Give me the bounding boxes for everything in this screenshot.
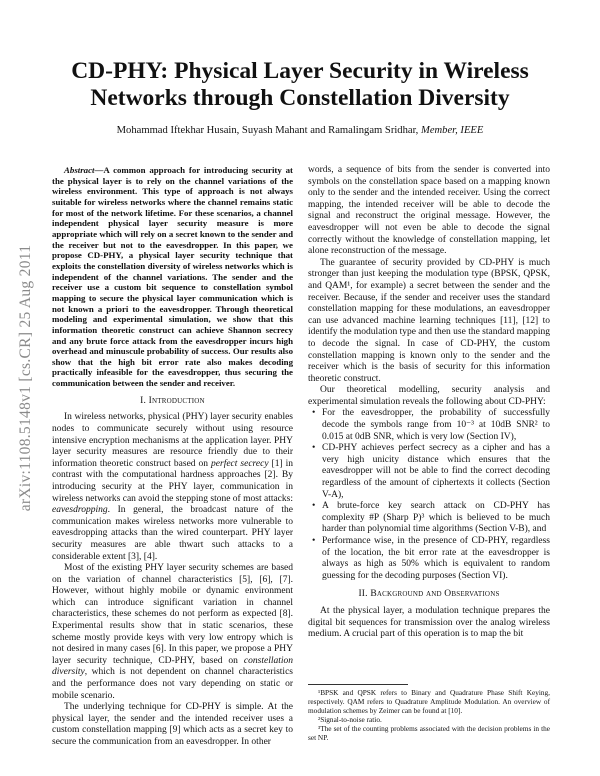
intro-paragraph-1 [52, 412, 293, 563]
section-heading-introduction: I. Introduction [140, 395, 205, 406]
intro-paragraph-2 [52, 563, 293, 702]
footnote-rule [308, 684, 408, 685]
right-paragraph-2: The guarantee of security provided by CD-PHY is much stronger than just keeping the modulation type (BPSK, QPSK, and QAM¹, for example) a secret between the sender and the receiver. Because, if the sender and receiver uses the standard constellation mapping for these modulations, an eavesdropper can use advanced machine learning techniques [11], [12] to identify the modulation type and then use the standard mapping to decode the signal. In case of CD-PHY, the custom constellation mapping is known only to the sender and the receiver which is the basis of security for this information theoretic construct. [308, 257, 550, 384]
right-paragraph-1: words, a sequence of bits from the sender is converted into symbols on the constellation space based on a mapping known only to the sender and the intended receiver. Using the correct mapping, the intended receiver will be able to decode the signal and reconstruct the original message. However, the eavesdropper will not even be able to decode the signal correctly without the knowledge of constellation mapping, let alone reconstruction of the message. [308, 165, 550, 257]
intro-p1-emphasis-1: perfect secrecy [211, 458, 269, 469]
intro-paragraph-3: The underlying technique for CD-PHY is simple. At the physical layer, the sender and the intended receiver uses a custom constellation mapping [9] which acts as a secret key to secure the communication from an eavesdropper. In other [52, 702, 293, 747]
footnote-3: ³The set of the counting problems associated with the decision problems in the set NP. [308, 724, 550, 742]
list-item: • CD-PHY achieves perfect secrecy as a cipher and has a very high unicity distance which ensures that the eavesdropper will not be able to find the correct decoding regardless of the amount of ciphertexts it collects (Section V-A), [322, 443, 550, 501]
intro-p1-emphasis-2: eavesdropping [52, 505, 108, 516]
footnotes [308, 684, 550, 742]
intro-p1-text-b: [1] in contrast with the computational hardness approaches [2]. By introducing security at the PHY layer, communication in wireless networks can avoid the stepping stone of most attacks: [52, 458, 293, 504]
background-paragraph-1: At the physical layer, a modulation technique prepares the digital bit sequences for transmission over the analog wireless medium. A crucial part of this operation is to map the bit [308, 605, 550, 640]
intro-p2-text-a: Most of the existing PHY layer security schemes are based on the variation of channel characteristics [5], [6], [7]. However, without highly mobile or dynamic environment which can introduce significant variation in channel characteristics, these schemes do not perform as expected [8]. Experimental results show that in static scenarios, these scheme mostly provide keys with very low entropy which is not desired in many cases [6]. In this paper, we propose a PHY layer security technique, CD-PHY, based on [52, 563, 293, 666]
paper-title: CD-PHY: Physical Layer Security in Wireless Networks through Constellation Diversity [71, 58, 529, 111]
right-paragraph-3: Our theoretical modelling, security analysis and experimental simulation reveals the following about CD-PHY: [308, 385, 550, 407]
author-role: Member, IEEE [421, 125, 484, 136]
intro-p1-text-a: In wireless networks, physical (PHY) layer security enables nodes to communicate securely without using resource intensive encryption mechanisms at the application layer. PHY layer security measures are resource friendly due to their information theoretic construct based on [52, 412, 293, 469]
author-names: Mohammad Iftekhar Husain, Suyash Mahant and Ramalingam Sridhar, [116, 125, 419, 136]
left-column [52, 165, 293, 749]
section-heading-background: II. Background and Observations [358, 589, 500, 600]
abstract-lead: Abstract [64, 165, 95, 175]
intro-p2-text-b: , which is not dependent on channel characteristics and the performance does not vary depending on static or mobile scenario. [52, 667, 293, 701]
arxiv-stamp [14, 178, 38, 578]
findings-list [308, 408, 550, 582]
author-line [50, 125, 550, 136]
arxiv-stamp-text: arXiv:1108.5148v1 [cs.CR] 25 Aug 2011 [17, 244, 34, 512]
footnote-1: ¹BPSK and QPSK refers to Binary and Quadrature Phase Shift Keying, respectively. QAM refers to Quadrature Amplitude Modulation. An overview of modulation schemes by Zeimer can be found at [10]. [308, 688, 550, 715]
abstract-text: —A common approach for introducing security at the physical layer is to rely on the channel variations of the wireless environment. This type of approach is not always suitable for wireless networks where the channel remains static for most of the network lifetime. For these scenarios, a channel independent physical layer security measure is more appropriate which will rely on a secret known to the sender and the receiver but not to the eavesdropper. In this paper, we propose CD-PHY, a physical layer security technique that exploits the constellation diversity of wireless networks which is independent of the channel variations. The sender and the receiver use a custom bit sequence to constellation symbol mapping to secure the physical layer communication which is not known a priori to the eavesdropper. Through theoretical modeling and experimental simulation, we show that this information theoretic construct can achieve Shannon secrecy and any brute force attack from the eavesdropper incurs high overhead and minuscule probability of success. Our results also show that the high bit error rate also makes decoding practically infeasible for the eavesdropper, thus securing the communication between the sender and receiver. [52, 165, 293, 389]
list-item: • A brute-force key search attack on CD-PHY has complexity #P (Sharp P)³ which is believed to be much harder than polynomial time algorithms (Section V-B), and [322, 501, 550, 536]
intro-p1-text-c: . In general, the broadcast nature of the communication makes wireless networks more vulnerable to eavesdropping attacks than the wired counterpart. PHY layer security measures are able thwart such attacks to a considerable extent [3], [4]. [52, 505, 293, 562]
right-column [308, 165, 550, 641]
intro-p2-emphasis: constellation diversity [52, 655, 293, 678]
list-item: • For the eavesdropper, the probability of successfully decode the symbols range from 10⁻³ at 10dB SNR² to 0.015 at 0dB SNR, which is very low (Section IV), [322, 408, 550, 443]
abstract [52, 165, 293, 389]
list-item: • Performance wise, in the presence of CD-PHY, regardless of the location, the bit error rate at the eavesdropper is always as high as 50% which is equivalent to random guessing for the decoding purposes (Section VI). [322, 536, 550, 582]
footnote-2: ²Signal-to-noise ratio. [318, 715, 382, 724]
